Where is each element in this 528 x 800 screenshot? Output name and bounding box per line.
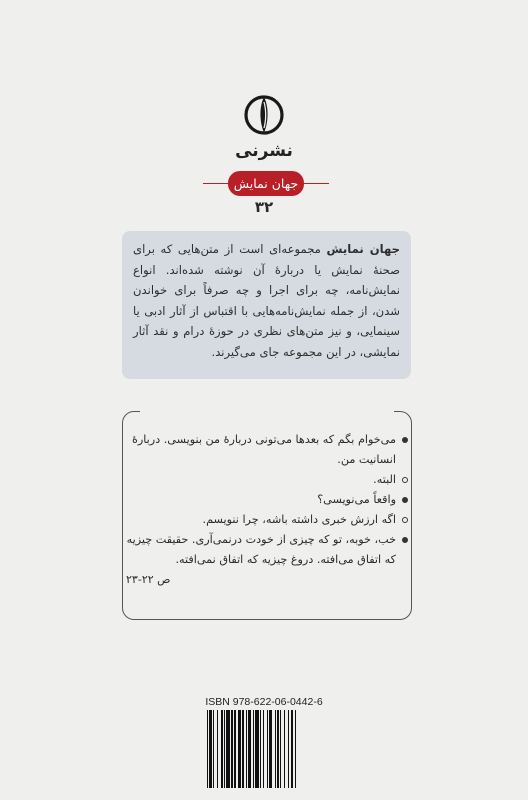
series-badge: جهان نمایش: [228, 171, 304, 196]
series-rule-left: [203, 183, 228, 184]
dialogue-line: خب، خوبه، تو که چیزی از خودت درنمی‌آری. حقیقت چیزیه که اتفاق می‌افته. دروغ چیزیه که اتفاق نمی‌افته.: [122, 530, 408, 570]
nashr-ney-logo-icon: [244, 89, 284, 141]
series-rule-right: [304, 183, 329, 184]
series-name-bold: جهان نمایش: [326, 242, 401, 256]
dialogue-line: واقعاً می‌نویسی؟: [122, 490, 408, 510]
quote-frame-gap: [140, 410, 394, 413]
isbn-number: ISBN 978-622-06-0442-6: [205, 696, 323, 708]
series-number: ۳۲: [254, 198, 274, 216]
dialogue-line: می‌خوام بگم که بعدها می‌تونی دربارهٔ من بنویسی. دربارهٔ انسانیت من.: [122, 430, 408, 470]
barcode-bar: [295, 710, 296, 788]
series-description-text: مجموعه‌ای است از متن‌هایی که برای صحنهٔ نمایش یا دربارهٔ آن نوشته شده‌اند. انواع نمایش‌نامه، چه برای اجرا و چه صرفاً برای خواندن شدن، از جمله نمایش‌نامه‌هایی با اقتباس از آثار ادبی یا سینمایی، و نیز متن‌های نظری در حوزهٔ درام و نقد آثار نمایشی، در این مجموعه جای می‌گیرند.: [133, 242, 400, 359]
dialogue-line: البته.: [122, 470, 408, 490]
dialogue-line: اگه ارزش خبری داشته باشه، چرا ننویسم.: [122, 510, 408, 530]
publisher-name: نشرنی: [235, 141, 293, 161]
page-reference: ص ۲۲-۲۳: [126, 573, 171, 586]
series-description-box: [122, 231, 411, 379]
dialogue-excerpt: [122, 430, 408, 570]
barcode-bars: [207, 710, 323, 788]
isbn-barcode: [207, 710, 323, 790]
